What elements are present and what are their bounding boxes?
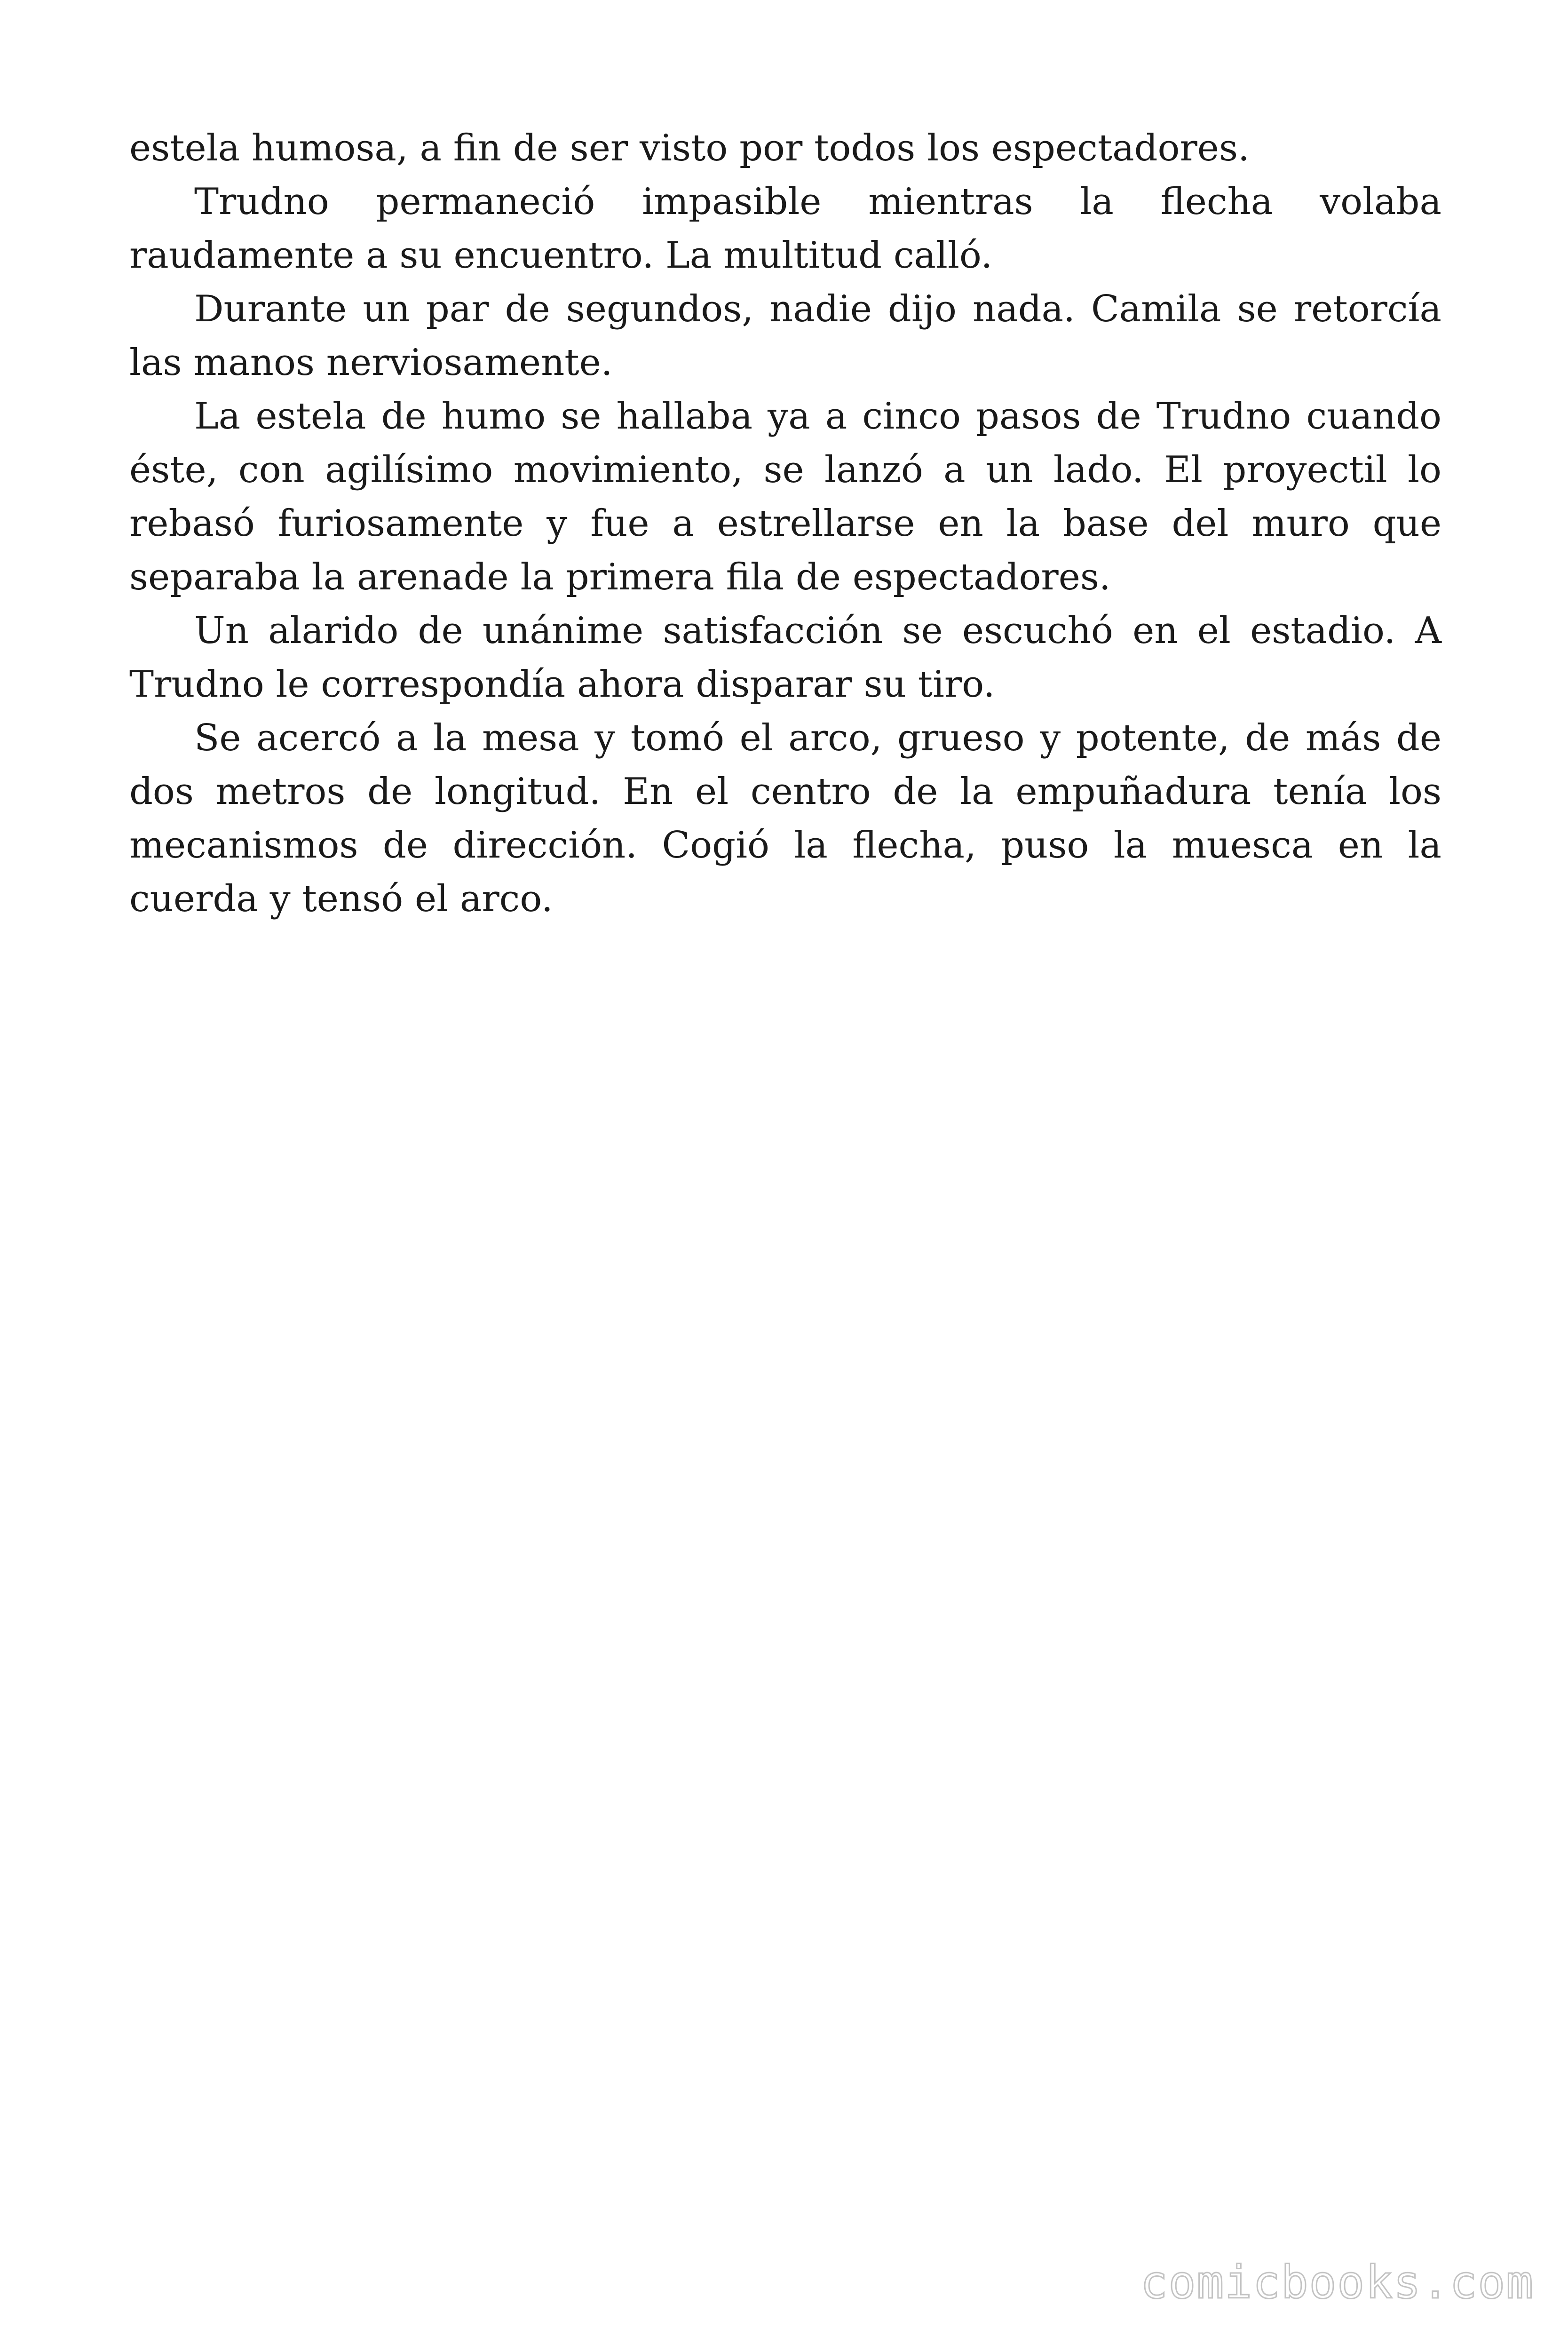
paragraph: Durante un par de segundos, nadie dijo nada. Camila se retorcía las manos nerviosamente. — [129, 288, 1441, 384]
paragraph: La estela de humo se hallaba ya a cinco pasos de Trudno cuando éste, con agilísimo movimiento, se lanzó a un lado. El proyectil lo rebasó furiosamente y fue a estrellarse en la base del muro que separaba la arenade la primera fila de espectadores. — [129, 395, 1441, 598]
paragraph: estela humosa, a fin de ser visto por todos los espectadores. — [129, 127, 1250, 169]
body-text — [129, 121, 1441, 926]
watermark: comicbooks.com — [1140, 2256, 1534, 2309]
paragraph: Se acercó a la mesa y tomó el arco, grueso y potente, de más de dos metros de longitud. En el centro de la empuñadura tenía los mecanismos de dirección. Cogió la flecha, puso la muesca en la cuerda y tensó el arco. — [129, 717, 1441, 920]
paragraph: Trudno permaneció impasible mientras la flecha volaba raudamente a su encuentro. La multitud calló. — [129, 181, 1441, 277]
paragraph: Un alarido de unánime satisfacción se escuchó en el estadio. A Trudno le correspondía ahora disparar su tiro. — [129, 610, 1441, 706]
